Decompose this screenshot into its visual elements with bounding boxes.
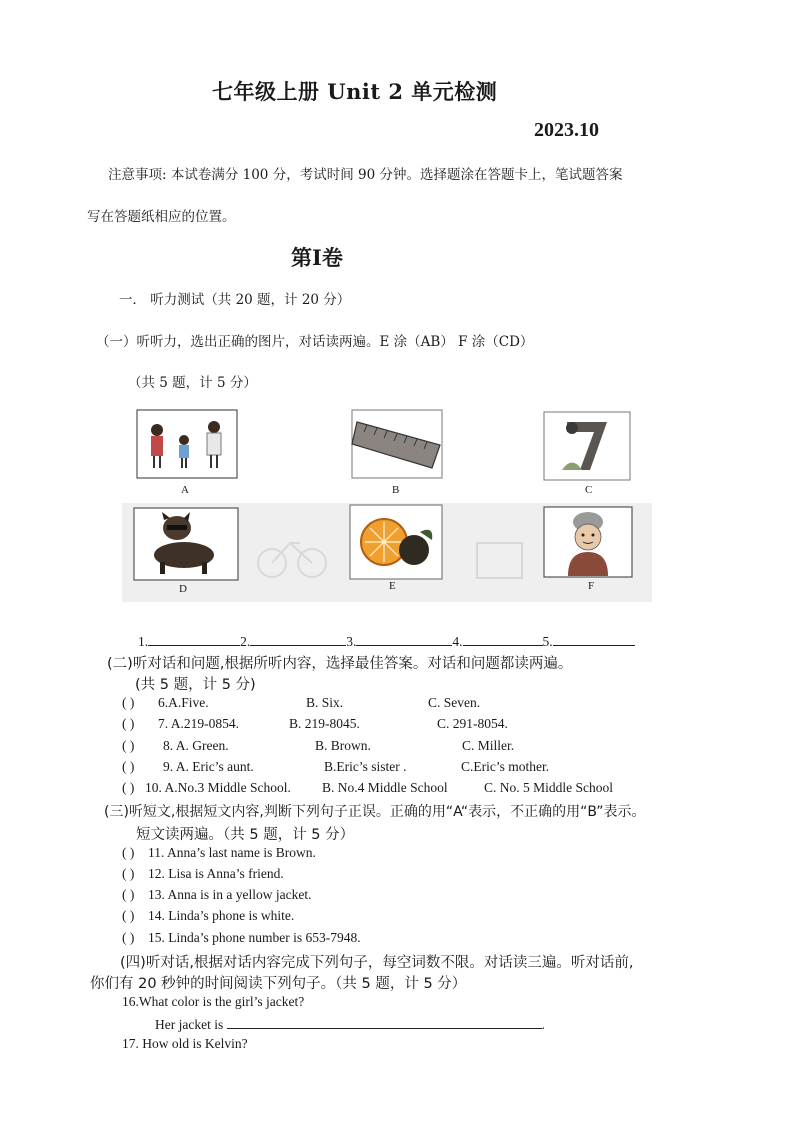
statement-text: 15. Linda’s phone number is 653-7948. [148,930,361,945]
exam-note-line2: 写在答题纸相应的位置。 [87,209,236,225]
answer-blank-1[interactable] [148,631,240,646]
answer-blanks-row [138,631,635,650]
statement-text: 12. Lisa is Anna’s friend. [148,866,284,881]
picture-label-d: D [179,583,187,595]
answer-suffix: . [541,1017,545,1032]
answer-paren[interactable]: ( ) [122,695,135,710]
listening-heading: 一． 听力测试（共 20 题，计 20 分） [119,292,351,308]
exam-title: 七年级上册 Unit 2 单元检测 [212,79,498,104]
picture-label-b: B [392,484,400,496]
question-16-answer-line [155,1015,545,1033]
blank-label-3: 3. [346,634,357,649]
picture-grid-svg [122,400,652,602]
exam-date: 2023.10 [534,119,599,141]
option-b: B. Six. [306,695,344,710]
answer-paren[interactable]: ( ) [122,716,135,731]
section-one-instruction: （一）听听力，选出正确的图片，对话读两遍。E 涂（AB） F 涂（CD） [96,334,534,350]
option-a: 6.A.Five. [158,695,209,710]
statement-text: 13. Anna is in a yellow jacket. [148,887,312,902]
section-three-instruction: (三)听短文,根据短文内容,判断下列句子正误。正确的用“A“表示，不正确的用“B”表示。 [104,804,646,820]
option-b: B. Brown. [315,738,371,753]
section-one-count: （共 5 题，计 5 分） [128,375,257,391]
option-c: C. Miller. [462,738,515,753]
orange-icon [350,505,442,579]
section-two-count: (共 5 题，计 5 分) [135,677,256,693]
section-three-count: 短文读两遍。（共 5 题，计 5 分） [136,827,355,843]
answer-prefix: Her jacket is [155,1017,224,1032]
option-b: B.Eric’s sister . [324,759,407,774]
option-b: B. 219-8045. [289,716,360,731]
option-c: C. 291-8054. [437,716,508,731]
option-c: C. No. 5 Middle School [484,780,614,795]
statement-text: 11. Anna’s last name is Brown. [148,845,316,860]
question-17: 17. How old is Kelvin? [122,1036,248,1051]
ruler-icon [352,410,442,478]
answer-paren[interactable]: ( ) [122,930,135,945]
option-a: 8. A. Green. [163,738,229,753]
answer-paren[interactable]: ( ) [122,908,135,923]
blank-label-1: 1. [138,634,149,649]
option-a: 10. A.No.3 Middle School. [145,780,291,795]
answer-blank-2[interactable] [250,631,346,646]
dog-icon [134,508,238,580]
blank-label-4: 4. [452,634,463,649]
picture-grid [122,400,652,602]
option-c: C. Seven. [428,695,481,710]
statement-text: 14. Linda’s phone is white. [148,908,295,923]
option-a: 9. A. Eric’s aunt. [163,759,254,774]
blank-label-5: 5. [542,634,553,649]
section-four-instruction-cont: 你们有 20 秒钟的时间阅读下列句子。（共 5 题，计 5 分） [90,976,467,992]
answer-paren[interactable]: ( ) [122,866,135,881]
picture-label-e: E [389,580,396,592]
picture-label-f: F [588,580,595,592]
section-two-instruction: (二)听对话和问题,根据所听内容，选择最佳答案。对话和问题都读两遍。 [107,656,573,672]
answer-paren[interactable]: ( ) [122,887,135,902]
grandmother-icon [544,507,632,577]
option-a: 7. A.219-0854. [158,716,239,731]
blank-label-2: 2. [240,634,251,649]
answer-paren[interactable]: ( ) [122,845,135,860]
answer-blank-16[interactable] [227,1015,542,1029]
picture-label-c: C [585,484,593,496]
volume-heading: 第Ⅰ卷 [291,245,343,270]
answer-blank-5[interactable] [553,631,635,646]
answer-paren[interactable]: ( ) [122,738,135,753]
picture-label-a: A [181,484,189,496]
question-16: 16.What color is the girl’s jacket? [122,994,305,1009]
answer-paren[interactable]: ( ) [122,759,135,774]
option-b: B. No.4 Middle School [322,780,448,795]
option-c: C.Eric’s mother. [461,759,550,774]
answer-paren[interactable]: ( ) [122,780,135,795]
answer-blank-3[interactable] [356,631,452,646]
number-seven-icon [544,412,630,480]
section-four-instruction: (四)听对话,根据对话内容完成下列句子，每空词数不限。对话读三遍。听对话前, [120,955,634,971]
answer-blank-4[interactable] [463,631,543,646]
family-icon [137,410,237,478]
exam-note-line1: 注意事项: 本试卷满分 100 分，考试时间 90 分钟。选择题涂在答题卡上，笔试题答案 [108,167,623,183]
